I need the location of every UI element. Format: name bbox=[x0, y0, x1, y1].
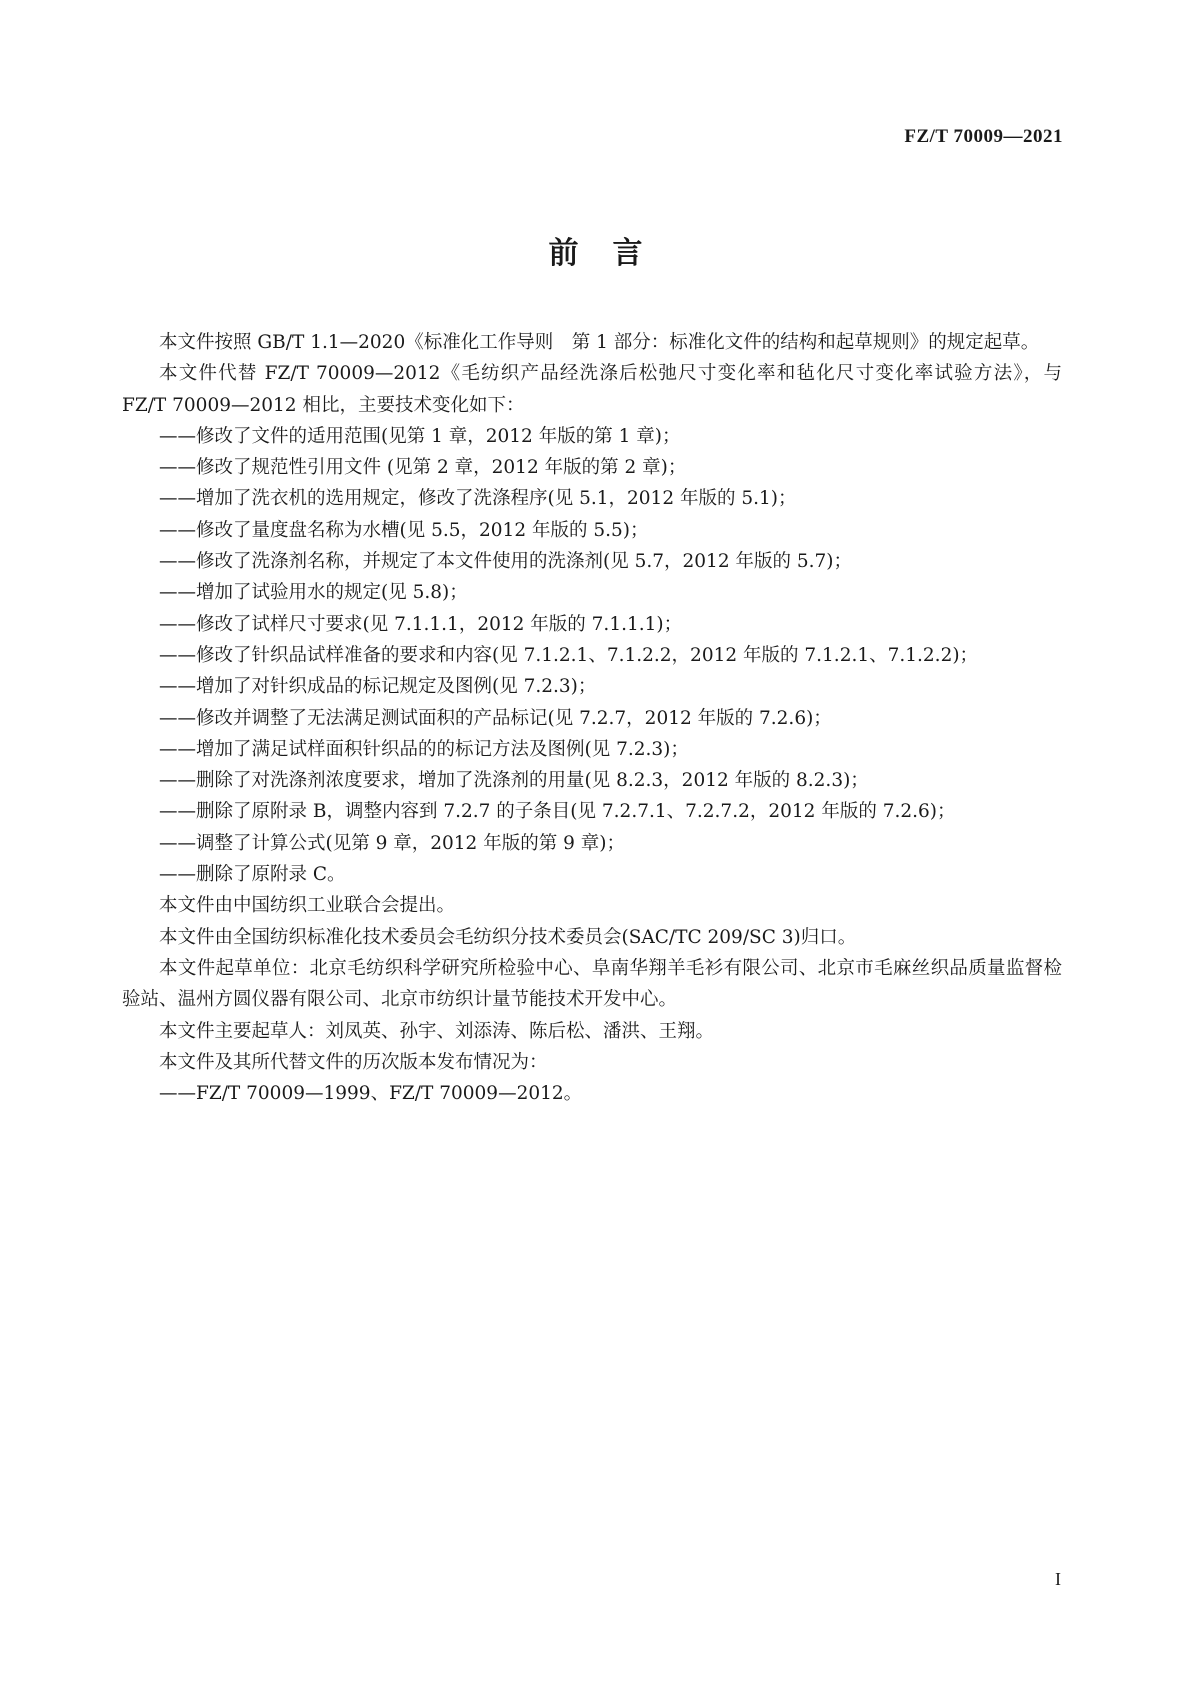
paragraph-drafters: 本文件主要起草人：刘凤英、孙宇、刘添涛、陈后松、潘洪、王翔。 bbox=[159, 1020, 715, 1042]
change-item: ——调整了计算公式(见第 9 章，2012 年版的第 9 章)； bbox=[159, 832, 625, 854]
change-item: ——修改并调整了无法满足测试面积的产品标记(见 7.2.7，2012 年版的 7.2.6)； bbox=[159, 707, 832, 729]
foreword-body bbox=[122, 327, 1062, 1109]
change-item: ——增加了对针织成品的标记规定及图例(见 7.2.3)； bbox=[159, 676, 597, 698]
change-item: ——修改了量度盘名称为水槽(见 5.5，2012 年版的 5.5)； bbox=[159, 519, 649, 541]
paragraph-drafting-rules: 本文件按照 GB/T 1.1—2020《标准化工作导则 第 1 部分：标准化文件的结构和起草规则》的规定起草。 bbox=[159, 332, 1040, 353]
page-title: 前言 bbox=[548, 236, 677, 271]
change-item: ——增加了试验用水的规定(见 5.8)； bbox=[159, 582, 468, 604]
change-item: ——修改了试样尺寸要求(见 7.1.1.1，2012 年版的 7.1.1.1)； bbox=[159, 613, 683, 635]
standard-code: FZ/T 70009—2021 bbox=[904, 126, 1063, 147]
change-item: ——删除了对洗涤剂浓度要求，增加了洗涤剂的用量(见 8.2.3，2012 年版的 8.2.3)； bbox=[159, 770, 869, 792]
change-item: ——修改了针织品试样准备的要求和内容(见 7.1.2.1、7.1.2.2，2012 年版的 7.1.2.1、7.1.2.2)； bbox=[159, 644, 979, 666]
change-item: ——删除了原附录 C。 bbox=[159, 864, 346, 886]
paragraph-drafting-units: 本文件起草单位：北京毛纺织科学研究所检验中心、阜南华翔羊毛衫有限公司、北京市毛麻丝织品质量监督检验站、温州方圆仪器有限公司、北京市纺织计量节能技术开发中心。 bbox=[122, 957, 1062, 1011]
change-item: ——增加了满足试样面积针织品的的标记方法及图例(见 7.2.3)； bbox=[159, 738, 689, 760]
change-item: ——删除了原附录 B，调整内容到 7.2.7 的子条目(见 7.2.7.1、7.2.7.2，2012 年版的 7.2.6)； bbox=[159, 801, 956, 823]
paragraph-replacement: 本文件代替 FZ/T 70009—2012《毛纺织产品经洗涤后松弛尺寸变化率和毡化尺寸变化率试验方法》，与 FZ/T 70009—2012 相比，主要技术变化如下： bbox=[122, 363, 1062, 416]
change-item: ——增加了洗衣机的选用规定，修改了洗涤程序(见 5.1，2012 年版的 5.1)； bbox=[159, 488, 797, 510]
change-item: ——修改了规范性引用文件 (见第 2 章，2012 年版的第 2 章)； bbox=[159, 457, 687, 479]
history-item: ——FZ/T 70009—1999、FZ/T 70009—2012。 bbox=[159, 1083, 583, 1105]
change-item: ——修改了洗涤剂名称，并规定了本文件使用的洗涤剂(见 5.7，2012 年版的 5.7)； bbox=[159, 551, 853, 573]
change-item: ——修改了文件的适用范围(见第 1 章，2012 年版的第 1 章)； bbox=[159, 425, 681, 447]
paragraph-managed-by: 本文件由全国纺织标准化技术委员会毛纺织分技术委员会(SAC/TC 209/SC 3)归口。 bbox=[159, 926, 857, 948]
paragraph-history-intro: 本文件及其所代替文件的历次版本发布情况为： bbox=[159, 1051, 548, 1073]
page-number: I bbox=[1055, 1569, 1061, 1589]
paragraph-proposed-by: 本文件由中国纺织工业联合会提出。 bbox=[159, 895, 456, 917]
